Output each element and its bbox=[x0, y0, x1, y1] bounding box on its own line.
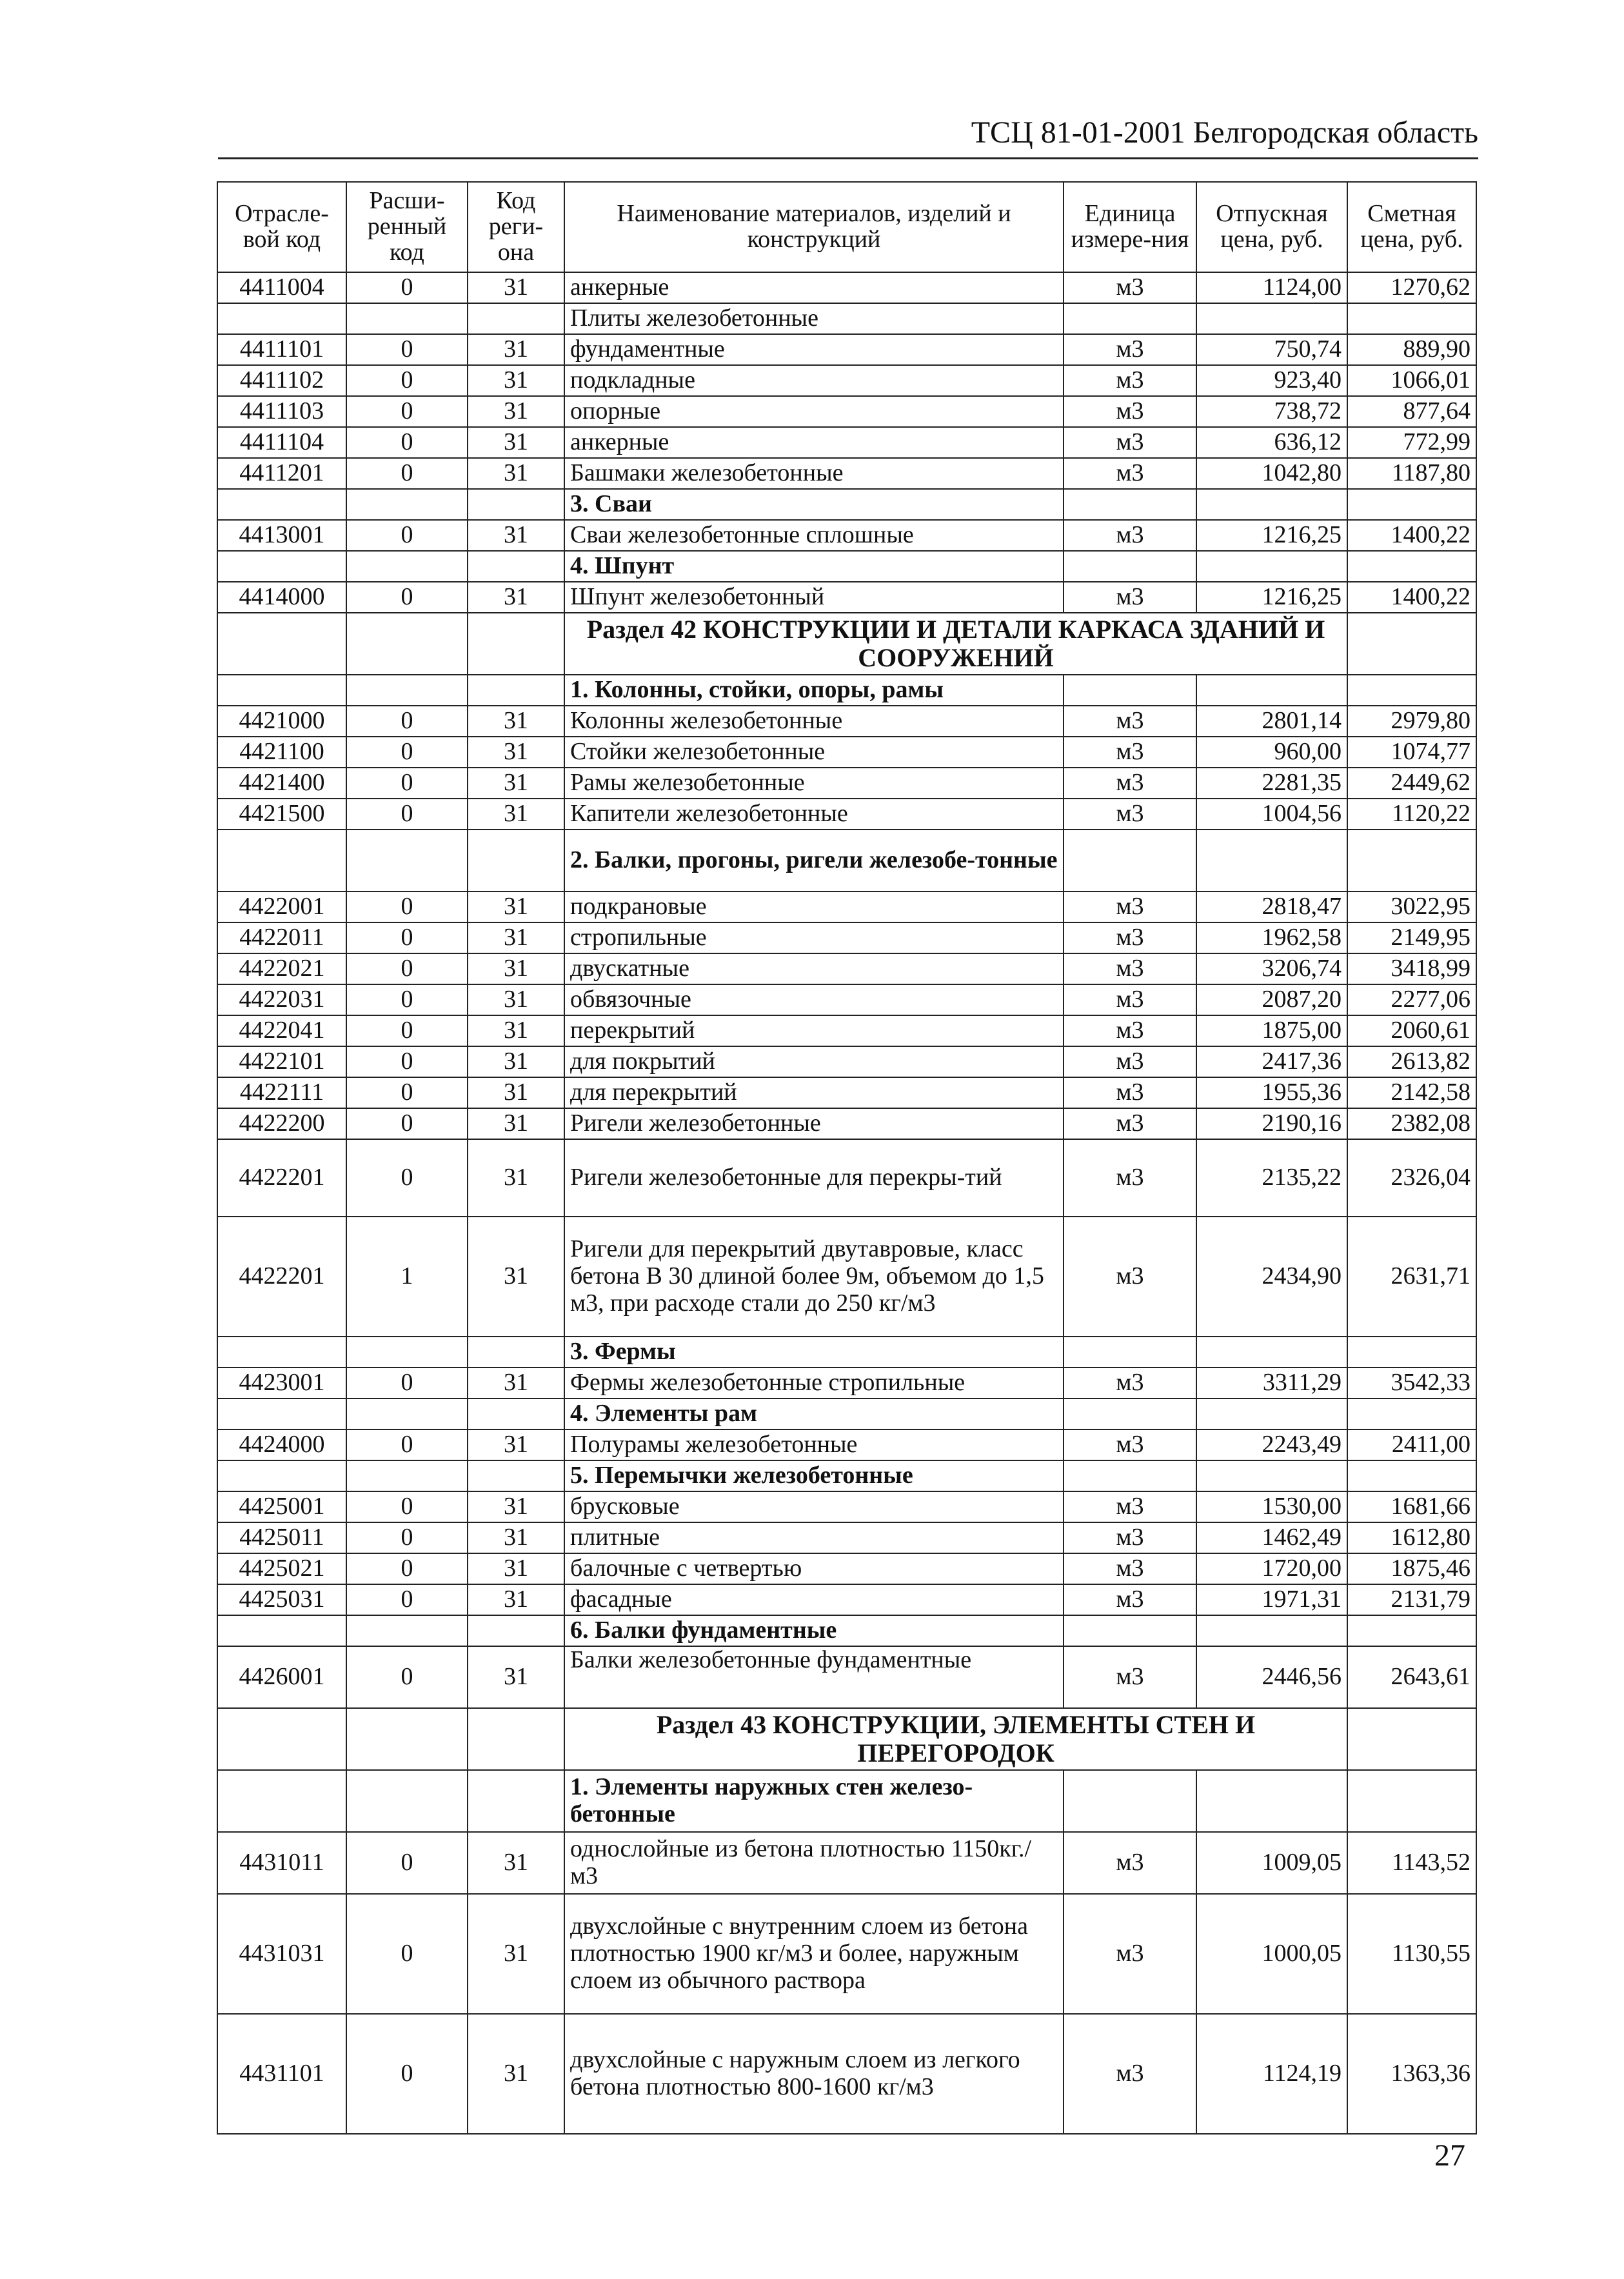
cell-unit: м3 bbox=[1064, 1491, 1196, 1522]
cell-name: подкладные bbox=[564, 365, 1064, 396]
cell-unit: м3 bbox=[1064, 737, 1196, 768]
group-heading: 4. Шпунт bbox=[564, 551, 1064, 582]
cell-ext: 0 bbox=[346, 768, 468, 799]
col-header-unit: Единица измере-ния bbox=[1064, 182, 1196, 272]
table-row bbox=[217, 922, 1476, 953]
table-row bbox=[217, 365, 1476, 396]
cell-name: Полурамы железобетонные bbox=[564, 1429, 1064, 1460]
cell-unit: м3 bbox=[1064, 984, 1196, 1015]
table-row bbox=[217, 1139, 1476, 1217]
cell-ext: 0 bbox=[346, 1894, 468, 2014]
group-heading: 1. Элементы наружных стен железо-бетонные bbox=[564, 1770, 1064, 1832]
table-row bbox=[217, 1077, 1476, 1108]
cell-code: 4431011 bbox=[217, 1832, 346, 1894]
col-header-price: Отпускная цена, руб. bbox=[1196, 182, 1347, 272]
cell-region: 31 bbox=[468, 1046, 564, 1077]
cell-code: 4425001 bbox=[217, 1491, 346, 1522]
cell-price: 1530,00 bbox=[1196, 1491, 1347, 1522]
cell-estimate: 1400,22 bbox=[1347, 520, 1476, 551]
cell-region: 31 bbox=[468, 427, 564, 458]
cell-ext: 0 bbox=[346, 799, 468, 830]
cell-estimate: 877,64 bbox=[1347, 396, 1476, 427]
group-heading-row bbox=[217, 1615, 1476, 1646]
cell-code: 4411103 bbox=[217, 396, 346, 427]
cell-code: 4422101 bbox=[217, 1046, 346, 1077]
table-row bbox=[217, 1894, 1476, 2014]
table-row bbox=[217, 984, 1476, 1015]
cell-unit: м3 bbox=[1064, 2014, 1196, 2134]
cell-estimate: 2382,08 bbox=[1347, 1108, 1476, 1139]
cell-ext: 0 bbox=[346, 1832, 468, 1894]
cell-name: двухслойные с наружным слоем из легкого бетона плотностью 800-1600 кг/м3 bbox=[564, 2014, 1064, 2134]
cell-ext: 0 bbox=[346, 922, 468, 953]
table-row bbox=[217, 1217, 1476, 1337]
cell-estimate: 2142,58 bbox=[1347, 1077, 1476, 1108]
cell-name: Башмаки железобетонные bbox=[564, 458, 1064, 489]
cell-ext: 0 bbox=[346, 2014, 468, 2134]
col-header-ext: Расши-ренный код bbox=[346, 182, 468, 272]
cell-name: обвязочные bbox=[564, 984, 1064, 1015]
cell-price: 1875,00 bbox=[1196, 1015, 1347, 1046]
cell-price: 1971,31 bbox=[1196, 1584, 1347, 1615]
cell-estimate: 2979,80 bbox=[1347, 706, 1476, 737]
cell-price: 2190,16 bbox=[1196, 1108, 1347, 1139]
cell-price: 2281,35 bbox=[1196, 768, 1347, 799]
cell-ext: 0 bbox=[346, 953, 468, 984]
cell-name: плитные bbox=[564, 1522, 1064, 1553]
cell-estimate: 1400,22 bbox=[1347, 582, 1476, 613]
cell-region: 31 bbox=[468, 365, 564, 396]
cell-code: 4414000 bbox=[217, 582, 346, 613]
cell-unit: м3 bbox=[1064, 799, 1196, 830]
cell-region: 31 bbox=[468, 1108, 564, 1139]
cell-estimate: 1363,36 bbox=[1347, 2014, 1476, 2134]
cell-region: 31 bbox=[468, 891, 564, 922]
cell-unit: м3 bbox=[1064, 365, 1196, 396]
cell-estimate: 1681,66 bbox=[1347, 1491, 1476, 1522]
cell-name: балочные с четвертью bbox=[564, 1553, 1064, 1584]
price-table bbox=[217, 181, 1477, 2135]
cell-unit: м3 bbox=[1064, 1368, 1196, 1398]
group-heading: 6. Балки фундаментные bbox=[564, 1615, 1064, 1646]
cell-name: фундаментные bbox=[564, 334, 1064, 365]
cell-ext: 0 bbox=[346, 1046, 468, 1077]
cell-code: 4422011 bbox=[217, 922, 346, 953]
cell-estimate: 2326,04 bbox=[1347, 1139, 1476, 1217]
cell-name: Рамы железобетонные bbox=[564, 768, 1064, 799]
cell-unit: м3 bbox=[1064, 1217, 1196, 1337]
cell-estimate: 2643,61 bbox=[1347, 1646, 1476, 1708]
cell-price: 2135,22 bbox=[1196, 1139, 1347, 1217]
cell-unit: м3 bbox=[1064, 1646, 1196, 1708]
cell-name: двускатные bbox=[564, 953, 1064, 984]
section-heading: Раздел 43 КОНСТРУКЦИИ, ЭЛЕМЕНТЫ СТЕН И ПЕРЕГОРОДОК bbox=[564, 1708, 1347, 1770]
cell-code: 4422001 bbox=[217, 891, 346, 922]
cell-region: 31 bbox=[468, 768, 564, 799]
cell-unit: м3 bbox=[1064, 520, 1196, 551]
cell-price: 1216,25 bbox=[1196, 582, 1347, 613]
cell-code: 4413001 bbox=[217, 520, 346, 551]
cell-ext: 0 bbox=[346, 1646, 468, 1708]
cell-region: 31 bbox=[468, 984, 564, 1015]
cell-name: анкерные bbox=[564, 272, 1064, 303]
cell-code: 4421400 bbox=[217, 768, 346, 799]
table-row bbox=[217, 272, 1476, 303]
cell-ext: 0 bbox=[346, 891, 468, 922]
table-row bbox=[217, 1584, 1476, 1615]
cell-code: 4411201 bbox=[217, 458, 346, 489]
cell-estimate: 1066,01 bbox=[1347, 365, 1476, 396]
cell-unit: м3 bbox=[1064, 1139, 1196, 1217]
table-row bbox=[217, 427, 1476, 458]
cell-ext: 0 bbox=[346, 1077, 468, 1108]
cell-name: перекрытий bbox=[564, 1015, 1064, 1046]
cell-region: 31 bbox=[468, 272, 564, 303]
table-row bbox=[217, 1046, 1476, 1077]
cell-unit: м3 bbox=[1064, 922, 1196, 953]
cell-estimate: 1130,55 bbox=[1347, 1894, 1476, 2014]
cell-name: Ригели для перекрытий двутавровые, класс бетона В 30 длиной более 9м, объемом до 1,5 м3, при расходе стали до 250 кг/м3 bbox=[564, 1217, 1064, 1337]
table-row bbox=[217, 458, 1476, 489]
table-row bbox=[217, 334, 1476, 365]
col-header-name: Наименование материалов, изделий и конструкций bbox=[564, 182, 1064, 272]
table-row bbox=[217, 799, 1476, 830]
cell-name: Колонны железобетонные bbox=[564, 706, 1064, 737]
cell-price: 1004,56 bbox=[1196, 799, 1347, 830]
cell-unit: м3 bbox=[1064, 706, 1196, 737]
cell-estimate: 889,90 bbox=[1347, 334, 1476, 365]
cell-estimate: 772,99 bbox=[1347, 427, 1476, 458]
cell-price: 1955,36 bbox=[1196, 1077, 1347, 1108]
cell-estimate: 1143,52 bbox=[1347, 1832, 1476, 1894]
cell-region: 31 bbox=[468, 1584, 564, 1615]
cell-estimate: 2411,00 bbox=[1347, 1429, 1476, 1460]
cell-unit: м3 bbox=[1064, 1046, 1196, 1077]
cell-price: 3311,29 bbox=[1196, 1368, 1347, 1398]
group-heading: 1. Колонны, стойки, опоры, рамы bbox=[564, 675, 1064, 706]
group-heading: 5. Перемычки железобетонные bbox=[564, 1460, 1064, 1491]
cell-unit: м3 bbox=[1064, 458, 1196, 489]
cell-code: 4411104 bbox=[217, 427, 346, 458]
cell-unit: м3 bbox=[1064, 427, 1196, 458]
cell-ext: 0 bbox=[346, 984, 468, 1015]
cell-code: 4421100 bbox=[217, 737, 346, 768]
cell-ext: 0 bbox=[346, 737, 468, 768]
cell-estimate: 1187,80 bbox=[1347, 458, 1476, 489]
cell-code: 4431101 bbox=[217, 2014, 346, 2134]
cell-code: 4422041 bbox=[217, 1015, 346, 1046]
cell-estimate: 2149,95 bbox=[1347, 922, 1476, 953]
cell-code: 4421000 bbox=[217, 706, 346, 737]
cell-name: анкерные bbox=[564, 427, 1064, 458]
group-heading: 3. Сваи bbox=[564, 489, 1064, 520]
cell-region: 31 bbox=[468, 2014, 564, 2134]
cell-unit: м3 bbox=[1064, 1584, 1196, 1615]
cell-ext: 0 bbox=[346, 1553, 468, 1584]
cell-region: 31 bbox=[468, 458, 564, 489]
table-row bbox=[217, 1646, 1476, 1708]
group-heading-row bbox=[217, 1337, 1476, 1368]
cell-estimate: 2277,06 bbox=[1347, 984, 1476, 1015]
cell-code: 4422111 bbox=[217, 1077, 346, 1108]
table-row bbox=[217, 520, 1476, 551]
table-header-row bbox=[217, 182, 1476, 272]
section-heading-row bbox=[217, 613, 1476, 675]
cell-region: 31 bbox=[468, 1015, 564, 1046]
cell-code: 4422031 bbox=[217, 984, 346, 1015]
cell-price: 1962,58 bbox=[1196, 922, 1347, 953]
cell-price: 2818,47 bbox=[1196, 891, 1347, 922]
cell-estimate: 1120,22 bbox=[1347, 799, 1476, 830]
cell-estimate: 2449,62 bbox=[1347, 768, 1476, 799]
cell-code: 4422201 bbox=[217, 1139, 346, 1217]
table-row bbox=[217, 891, 1476, 922]
cell-price: 1462,49 bbox=[1196, 1522, 1347, 1553]
cell-estimate: 2613,82 bbox=[1347, 1046, 1476, 1077]
cell-ext: 0 bbox=[346, 1491, 468, 1522]
cell-name: для перекрытий bbox=[564, 1077, 1064, 1108]
cell-code: 4411101 bbox=[217, 334, 346, 365]
cell-ext: 0 bbox=[346, 1139, 468, 1217]
table-row bbox=[217, 582, 1476, 613]
cell-code: 4425011 bbox=[217, 1522, 346, 1553]
cell-name: Шпунт железобетонный bbox=[564, 582, 1064, 613]
cell-price: 636,12 bbox=[1196, 427, 1347, 458]
table-row bbox=[217, 768, 1476, 799]
cell-region: 31 bbox=[468, 737, 564, 768]
cell-price: 2087,20 bbox=[1196, 984, 1347, 1015]
section-heading-row bbox=[217, 1708, 1476, 1770]
cell-unit: м3 bbox=[1064, 1832, 1196, 1894]
cell-code: 4421500 bbox=[217, 799, 346, 830]
table-row bbox=[217, 2014, 1476, 2134]
table-row bbox=[217, 1522, 1476, 1553]
cell-estimate: 2631,71 bbox=[1347, 1217, 1476, 1337]
group-heading-row bbox=[217, 675, 1476, 706]
cell-price: 2801,14 bbox=[1196, 706, 1347, 737]
group-heading-row bbox=[217, 1770, 1476, 1832]
cell-unit: м3 bbox=[1064, 1077, 1196, 1108]
cell-ext: 0 bbox=[346, 1522, 468, 1553]
cell-price: 1216,25 bbox=[1196, 520, 1347, 551]
group-heading: 4. Элементы рам bbox=[564, 1398, 1064, 1429]
table-row bbox=[217, 1368, 1476, 1398]
cell-price: 2446,56 bbox=[1196, 1646, 1347, 1708]
cell-price: 1000,05 bbox=[1196, 1894, 1347, 2014]
cell-code: 4411004 bbox=[217, 272, 346, 303]
group-heading-row bbox=[217, 1398, 1476, 1429]
table-row bbox=[217, 1832, 1476, 1894]
cell-unit: м3 bbox=[1064, 272, 1196, 303]
cell-ext: 0 bbox=[346, 520, 468, 551]
cell-estimate: 1270,62 bbox=[1347, 272, 1476, 303]
cell-region: 31 bbox=[468, 1491, 564, 1522]
cell-ext: 0 bbox=[346, 427, 468, 458]
cell-ext: 0 bbox=[346, 1108, 468, 1139]
cell-name: фасадные bbox=[564, 1584, 1064, 1615]
cell-ext: 0 bbox=[346, 1015, 468, 1046]
table-row bbox=[217, 1491, 1476, 1522]
cell-estimate: 1612,80 bbox=[1347, 1522, 1476, 1553]
cell-ext: 0 bbox=[346, 458, 468, 489]
cell-region: 31 bbox=[468, 1139, 564, 1217]
cell-unit: м3 bbox=[1064, 1553, 1196, 1584]
cell-unit: м3 bbox=[1064, 953, 1196, 984]
cell-name: для покрытий bbox=[564, 1046, 1064, 1077]
cell-code: 4425031 bbox=[217, 1584, 346, 1615]
cell-price: 1042,80 bbox=[1196, 458, 1347, 489]
cell-code: 4426001 bbox=[217, 1646, 346, 1708]
cell-name: Стойки железобетонные bbox=[564, 737, 1064, 768]
table-row bbox=[217, 737, 1476, 768]
cell-region: 31 bbox=[468, 582, 564, 613]
cell-ext: 0 bbox=[346, 1584, 468, 1615]
table-row bbox=[217, 396, 1476, 427]
cell-unit: м3 bbox=[1064, 1894, 1196, 2014]
cell-region: 31 bbox=[468, 1217, 564, 1337]
cell-ext: 0 bbox=[346, 272, 468, 303]
cell-price: 1009,05 bbox=[1196, 1832, 1347, 1894]
cell-name: Балки железобетонные фундаментные bbox=[564, 1646, 1064, 1708]
cell-name: однослойные из бетона плотностью 1150кг./м3 bbox=[564, 1832, 1064, 1894]
cell-region: 31 bbox=[468, 706, 564, 737]
table-row bbox=[217, 706, 1476, 737]
cell-region: 31 bbox=[468, 1832, 564, 1894]
cell-name: опорные bbox=[564, 396, 1064, 427]
cell-ext: 0 bbox=[346, 334, 468, 365]
cell-price: 2243,49 bbox=[1196, 1429, 1347, 1460]
cell-region: 31 bbox=[468, 1646, 564, 1708]
cell-code: 4422201 bbox=[217, 1217, 346, 1337]
cell-estimate: 1074,77 bbox=[1347, 737, 1476, 768]
cell-unit: м3 bbox=[1064, 768, 1196, 799]
cell-price: 2417,36 bbox=[1196, 1046, 1347, 1077]
cell-unit: м3 bbox=[1064, 1522, 1196, 1553]
cell-region: 31 bbox=[468, 1553, 564, 1584]
cell-code: 4423001 bbox=[217, 1368, 346, 1398]
cell-price: 923,40 bbox=[1196, 365, 1347, 396]
cell-estimate: 2060,61 bbox=[1347, 1015, 1476, 1046]
cell-region: 31 bbox=[468, 1429, 564, 1460]
cell-estimate: 3418,99 bbox=[1347, 953, 1476, 984]
cell-ext: 1 bbox=[346, 1217, 468, 1337]
cell-region: 31 bbox=[468, 520, 564, 551]
group-heading: 2. Балки, прогоны, ригели железобе-тонные bbox=[564, 830, 1064, 891]
col-header-region: Код реги-она bbox=[468, 182, 564, 272]
cell-ext: 0 bbox=[346, 706, 468, 737]
cell-price: 2434,90 bbox=[1196, 1217, 1347, 1337]
cell-name: Капители железобетонные bbox=[564, 799, 1064, 830]
group-heading: 3. Фермы bbox=[564, 1337, 1064, 1368]
table-row bbox=[217, 1015, 1476, 1046]
cell-ext: 0 bbox=[346, 365, 468, 396]
group-heading-row bbox=[217, 830, 1476, 891]
group-heading-row bbox=[217, 1460, 1476, 1491]
cell-estimate: 2131,79 bbox=[1347, 1584, 1476, 1615]
cell-unit: м3 bbox=[1064, 1108, 1196, 1139]
cell-region: 31 bbox=[468, 396, 564, 427]
group-heading: Плиты железобетонные bbox=[564, 303, 1064, 334]
col-header-estimate: Сметная цена, руб. bbox=[1347, 182, 1476, 272]
cell-price: 1124,00 bbox=[1196, 272, 1347, 303]
cell-code: 4411102 bbox=[217, 365, 346, 396]
cell-code: 4422021 bbox=[217, 953, 346, 984]
cell-unit: м3 bbox=[1064, 396, 1196, 427]
cell-name: двухслойные с внутренним слоем из бетона плотностью 1900 кг/м3 и более, наружным слоем из обычного раствора bbox=[564, 1894, 1064, 2014]
cell-ext: 0 bbox=[346, 582, 468, 613]
cell-name: Сваи железобетонные сплошные bbox=[564, 520, 1064, 551]
cell-ext: 0 bbox=[346, 1368, 468, 1398]
cell-estimate: 3022,95 bbox=[1347, 891, 1476, 922]
table-row bbox=[217, 1108, 1476, 1139]
cell-name: брусковые bbox=[564, 1491, 1064, 1522]
cell-unit: м3 bbox=[1064, 1015, 1196, 1046]
cell-region: 31 bbox=[468, 1077, 564, 1108]
group-heading-row bbox=[217, 303, 1476, 334]
cell-region: 31 bbox=[468, 953, 564, 984]
cell-ext: 0 bbox=[346, 1429, 468, 1460]
cell-unit: м3 bbox=[1064, 1429, 1196, 1460]
cell-price: 750,74 bbox=[1196, 334, 1347, 365]
cell-name: подкрановые bbox=[564, 891, 1064, 922]
group-heading-row bbox=[217, 489, 1476, 520]
cell-name: стропильные bbox=[564, 922, 1064, 953]
cell-region: 31 bbox=[468, 1894, 564, 2014]
cell-region: 31 bbox=[468, 334, 564, 365]
cell-code: 4424000 bbox=[217, 1429, 346, 1460]
cell-ext: 0 bbox=[346, 396, 468, 427]
table-row bbox=[217, 953, 1476, 984]
cell-estimate: 3542,33 bbox=[1347, 1368, 1476, 1398]
cell-estimate: 1875,46 bbox=[1347, 1553, 1476, 1584]
cell-region: 31 bbox=[468, 799, 564, 830]
cell-unit: м3 bbox=[1064, 582, 1196, 613]
page-header bbox=[218, 111, 1478, 159]
cell-unit: м3 bbox=[1064, 891, 1196, 922]
col-header-code: Отрасле-вой код bbox=[217, 182, 346, 272]
section-heading: Раздел 42 КОНСТРУКЦИИ И ДЕТАЛИ КАРКАСА ЗДАНИЙ И СООРУЖЕНИЙ bbox=[564, 613, 1347, 675]
table-row bbox=[217, 1429, 1476, 1460]
cell-price: 738,72 bbox=[1196, 396, 1347, 427]
cell-code: 4422200 bbox=[217, 1108, 346, 1139]
cell-price: 1124,19 bbox=[1196, 2014, 1347, 2134]
page-number: 27 bbox=[1434, 2138, 1465, 2173]
cell-name: Ригели железобетонные bbox=[564, 1108, 1064, 1139]
cell-region: 31 bbox=[468, 922, 564, 953]
cell-price: 1720,00 bbox=[1196, 1553, 1347, 1584]
cell-region: 31 bbox=[468, 1368, 564, 1398]
cell-code: 4425021 bbox=[217, 1553, 346, 1584]
group-heading-row bbox=[217, 551, 1476, 582]
cell-price: 960,00 bbox=[1196, 737, 1347, 768]
cell-name: Ригели железобетонные для перекры-тий bbox=[564, 1139, 1064, 1217]
cell-unit: м3 bbox=[1064, 334, 1196, 365]
cell-code: 4431031 bbox=[217, 1894, 346, 2014]
cell-region: 31 bbox=[468, 1522, 564, 1553]
table-row bbox=[217, 1553, 1476, 1584]
cell-price: 3206,74 bbox=[1196, 953, 1347, 984]
document-title: ТСЦ 81-01-2001 Белгородская область bbox=[971, 115, 1478, 150]
cell-name: Фермы железобетонные стропильные bbox=[564, 1368, 1064, 1398]
